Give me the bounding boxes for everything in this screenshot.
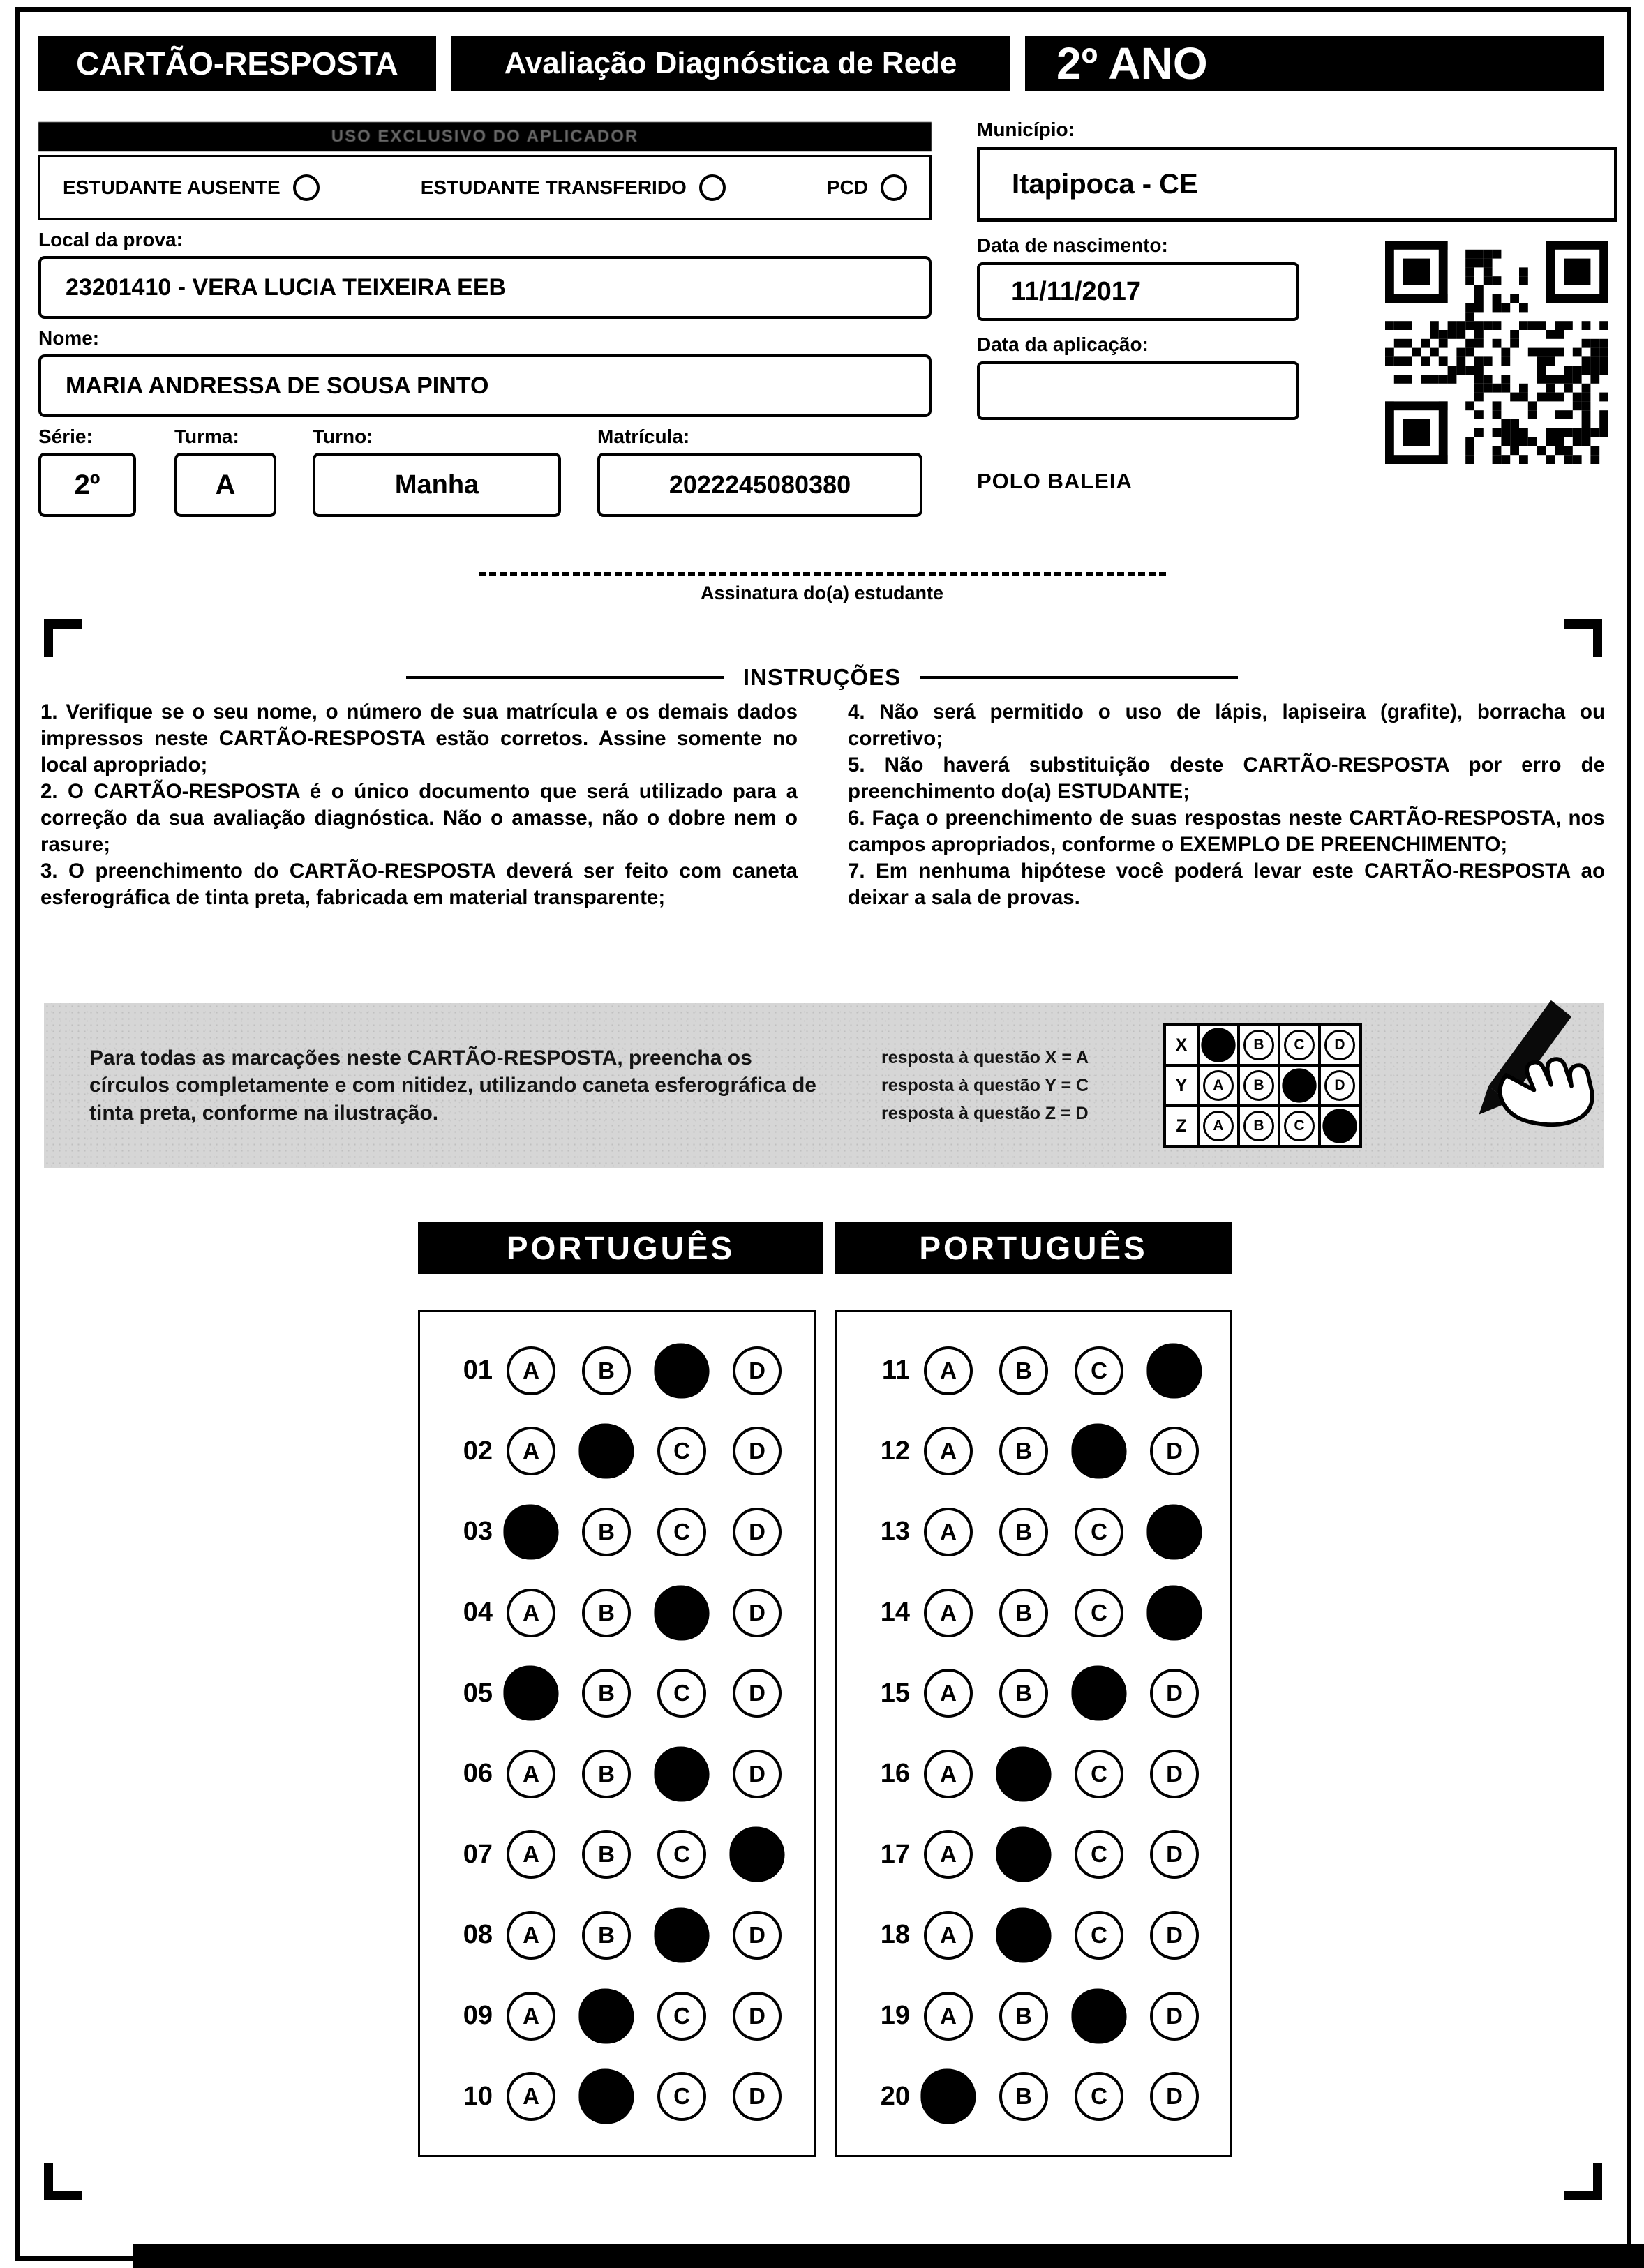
rule-left [406, 676, 724, 679]
answer-bubble-d[interactable]: D [733, 1427, 782, 1475]
question-row [865, 1830, 1230, 1879]
answer-bubble-a[interactable]: A [924, 1508, 973, 1556]
applicator-option-circle[interactable] [293, 174, 320, 201]
answer-bubble-c[interactable] [1071, 1666, 1126, 1721]
corner-mark-bottom-right [1564, 2163, 1602, 2200]
example-bubble-cell [1198, 1065, 1239, 1106]
answer-bubble-b[interactable]: B [582, 1589, 631, 1637]
matricula-label: Matrícula: [597, 426, 690, 447]
example-bubble-cell [1198, 1106, 1239, 1146]
example-bubble-b[interactable]: B [1243, 1030, 1274, 1060]
question-number: 15 [880, 1678, 910, 1708]
answer-bubble-d[interactable]: D [1150, 1427, 1199, 1475]
example-bubble-c[interactable] [1282, 1068, 1316, 1102]
answer-bubble-a[interactable]: A [924, 1830, 973, 1879]
answer-bubble-b[interactable] [996, 1827, 1051, 1882]
bottom-scan-bar [133, 2244, 1644, 2268]
instruction-item: 7. Em nenhuma hipótese você poderá levar este CARTÃO-RESPOSTA ao deixar a sala de provas. [848, 859, 1605, 910]
nome-label: Nome: [38, 327, 100, 349]
answer-bubble-b[interactable]: B [999, 1508, 1048, 1556]
local-prova-value: 23201410 - VERA LUCIA TEIXEIRA EEB [38, 256, 932, 319]
question-row [865, 1589, 1230, 1637]
example-row-label: Y [1165, 1065, 1198, 1106]
answer-bubble-d[interactable]: D [733, 1750, 782, 1798]
answer-grid [835, 1310, 1232, 2157]
answer-bubble-a[interactable]: A [924, 1427, 973, 1475]
example-answer-line: resposta à questão Z = D [881, 1104, 1089, 1123]
answer-bubble-a[interactable]: A [924, 1669, 973, 1718]
example-bubble-cell [1320, 1065, 1360, 1106]
example-grid-row [1165, 1065, 1360, 1106]
rule-right [920, 676, 1238, 679]
answer-bubble-b[interactable]: B [999, 1346, 1048, 1395]
example-bubble-cell [1279, 1065, 1320, 1106]
subject-header: PORTUGUÊS [835, 1222, 1232, 1274]
question-number: 10 [463, 2081, 493, 2111]
applicator-option-circle[interactable] [699, 174, 726, 201]
answer-bubble-b[interactable] [996, 1907, 1051, 1962]
question-row [448, 1830, 814, 1879]
applicator-options-row [38, 155, 932, 220]
applicator-option-label: ESTUDANTE AUSENTE [63, 177, 281, 198]
answer-bubble-b[interactable]: B [999, 1589, 1048, 1637]
corner-mark-bottom-left [44, 2163, 82, 2200]
answer-bubble-c[interactable]: C [657, 2072, 706, 2121]
answer-bubble-a[interactable]: A [507, 1992, 555, 2041]
answer-bubble-a[interactable] [920, 2069, 976, 2124]
instructions-right-column [848, 699, 1605, 911]
question-number: 06 [463, 1759, 493, 1789]
answer-bubble-c[interactable]: C [1075, 1346, 1123, 1395]
question-row [448, 1427, 814, 1475]
answer-bubble-d[interactable]: D [1150, 1911, 1199, 1960]
instructions-header [0, 664, 1644, 691]
answer-bubble-b[interactable]: B [999, 1992, 1048, 2041]
example-bubble-c[interactable]: C [1284, 1030, 1315, 1060]
polo-label: POLO BALEIA [977, 469, 1133, 493]
example-bubble-cell [1239, 1106, 1279, 1146]
answer-bubble-d[interactable]: D [733, 1346, 782, 1395]
question-row [865, 1669, 1230, 1718]
answer-bubble-a[interactable]: A [507, 1750, 555, 1798]
question-number: 07 [463, 1839, 493, 1869]
answer-bubble-c[interactable] [654, 1343, 709, 1398]
serie-label: Série: [38, 426, 93, 447]
answer-bubble-d[interactable]: D [1150, 1669, 1199, 1718]
answer-bubble-a[interactable]: A [507, 1589, 555, 1637]
applicator-option [421, 174, 726, 201]
example-bubble-cell [1320, 1106, 1360, 1146]
answer-bubble-c[interactable]: C [657, 1830, 706, 1879]
applicator-option-label: ESTUDANTE TRANSFERIDO [420, 177, 687, 198]
example-bubble-c[interactable]: C [1284, 1111, 1315, 1141]
instruction-item: 4. Não será permitido o uso de lápis, lapiseira (grafite), borracha ou corretivo; [848, 700, 1605, 751]
card-title: CARTÃO-RESPOSTA [38, 36, 436, 91]
question-row [865, 1992, 1230, 2041]
signature-line[interactable] [479, 572, 1166, 576]
answer-bubble-c[interactable]: C [1075, 1589, 1123, 1637]
example-row-label: X [1165, 1025, 1198, 1065]
question-row [865, 2072, 1230, 2121]
answer-bubble-a[interactable]: A [507, 2072, 555, 2121]
answer-bubble-d[interactable]: D [1150, 2072, 1199, 2121]
answer-bubble-a[interactable]: A [507, 1911, 555, 1960]
answer-bubble-a[interactable] [503, 1504, 558, 1559]
question-number: 05 [463, 1678, 493, 1708]
question-number: 03 [463, 1517, 493, 1547]
answer-bubble-b[interactable]: B [582, 1669, 631, 1718]
signature-label: Assinatura do(a) estudante [700, 583, 944, 603]
answer-bubble-b[interactable]: B [999, 1427, 1048, 1475]
answer-bubble-c[interactable] [1071, 1424, 1126, 1479]
example-bubble-cell [1279, 1106, 1320, 1146]
question-row [865, 1750, 1230, 1798]
example-row-label: Z [1165, 1106, 1198, 1146]
answer-bubble-b[interactable] [996, 1746, 1051, 1801]
answer-bubble-b[interactable]: B [582, 1508, 631, 1556]
question-number: 17 [880, 1839, 910, 1869]
answer-grids [418, 1310, 1232, 2157]
answer-bubble-a[interactable]: A [924, 1750, 973, 1798]
instruction-item: 6. Faça o preenchimento de suas respostas neste CARTÃO-RESPOSTA, nos campos apropriados, conforme o EXEMPLO DE PREENCHIMENTO; [848, 806, 1605, 857]
turma-value: A [174, 453, 276, 517]
answer-bubble-b[interactable] [578, 1424, 634, 1479]
aplicacao-label: Data da aplicação: [977, 333, 1149, 355]
instructions-body [40, 699, 1605, 911]
example-bubble-a[interactable]: A [1203, 1111, 1234, 1141]
question-row [865, 1911, 1230, 1960]
answer-bubble-b[interactable]: B [582, 1830, 631, 1879]
answer-bubble-d[interactable]: D [1150, 1992, 1199, 2041]
question-number: 16 [880, 1759, 910, 1789]
applicator-option-circle[interactable] [881, 174, 907, 201]
turma-label: Turma: [174, 426, 239, 447]
answer-bubble-c[interactable]: C [1075, 1508, 1123, 1556]
question-number: 01 [463, 1355, 493, 1385]
applicator-option [827, 174, 907, 201]
question-number: 11 [881, 1355, 910, 1385]
example-grid-row [1165, 1025, 1360, 1065]
question-row [448, 1508, 814, 1556]
answer-bubble-b[interactable]: B [582, 1750, 631, 1798]
applicator-only-bar: USO EXCLUSIVO DO APLICADOR [38, 122, 932, 151]
answer-bubble-b[interactable]: B [999, 2072, 1048, 2121]
applicator-option [63, 174, 320, 201]
question-row [448, 1911, 814, 1960]
answer-bubble-a[interactable]: A [507, 1346, 555, 1395]
answer-bubble-c[interactable]: C [1075, 1830, 1123, 1879]
turno-field [313, 426, 561, 517]
answer-bubble-c[interactable]: C [657, 1669, 706, 1718]
question-row [448, 1750, 814, 1798]
answer-bubble-c[interactable]: C [657, 1992, 706, 2041]
example-bubble-b[interactable]: B [1243, 1070, 1274, 1101]
nascimento-value: 11/11/2017 [977, 262, 1299, 321]
answer-bubble-d[interactable]: D [1150, 1750, 1199, 1798]
question-number: 13 [880, 1517, 910, 1547]
answer-bubble-a[interactable]: A [924, 1992, 973, 2041]
answer-bubble-c[interactable] [1071, 1988, 1126, 2043]
question-row [448, 1346, 814, 1395]
instruction-item: 2. O CARTÃO-RESPOSTA é o único documento que será utilizado para a correção da sua avaliação diagnóstica. Não o amasse, não o dobre nem o rasure; [40, 780, 798, 857]
subject-header: PORTUGUÊS [418, 1222, 823, 1274]
instruction-item: 1. Verifique se o seu nome, o número de sua matrícula e os demais dados impressos neste CARTÃO-RESPOSTA estão corretos. Assine somente no local apropriado; [40, 700, 798, 777]
example-bubble-a[interactable] [1201, 1028, 1235, 1062]
question-number: 02 [463, 1436, 493, 1466]
answer-bubble-b[interactable] [578, 2069, 634, 2124]
question-number: 19 [880, 2001, 910, 2031]
matricula-field [597, 426, 922, 517]
answer-bubble-a[interactable]: A [924, 1346, 973, 1395]
applicator-option-label: PCD [826, 177, 868, 198]
turma-field [174, 426, 276, 517]
example-bubble-d[interactable]: D [1324, 1030, 1355, 1060]
question-row [865, 1427, 1230, 1475]
question-row [448, 1669, 814, 1718]
answer-bubble-c[interactable] [654, 1585, 709, 1640]
example-grid [1163, 1023, 1362, 1148]
answer-bubble-c[interactable]: C [1075, 1750, 1123, 1798]
nome-value: MARIA ANDRESSA DE SOUSA PINTO [38, 354, 932, 417]
answer-bubble-b[interactable]: B [999, 1669, 1048, 1718]
answer-bubble-c[interactable]: C [1075, 1911, 1123, 1960]
answer-bubble-d[interactable]: D [733, 1589, 782, 1637]
answer-grid [418, 1310, 816, 2157]
subject-headers [418, 1222, 1232, 1274]
question-number: 09 [463, 2001, 493, 2031]
question-row [865, 1508, 1230, 1556]
answer-bubble-c[interactable] [654, 1907, 709, 1962]
question-number: 12 [880, 1436, 910, 1466]
example-grid-row [1165, 1106, 1360, 1146]
question-row [448, 1992, 814, 2041]
municipio-label: Município: [977, 119, 1075, 140]
example-answer-line: resposta à questão X = A [881, 1048, 1089, 1067]
instruction-item: 5. Não haverá substituição deste CARTÃO-RESPOSTA por erro de preenchimento do(a) ESTUDANTE; [848, 753, 1605, 804]
serie-field [38, 426, 136, 517]
example-bubble-cell [1239, 1065, 1279, 1106]
example-bubble-cell [1198, 1025, 1239, 1065]
answer-bubble-d[interactable]: D [733, 1992, 782, 2041]
question-row [448, 2072, 814, 2121]
example-bubble-cell [1279, 1025, 1320, 1065]
answer-bubble-d[interactable]: D [733, 1669, 782, 1718]
question-number: 08 [463, 1920, 493, 1950]
example-bubble-cell [1239, 1025, 1279, 1065]
municipio-value: Itapipoca - CE [977, 147, 1617, 222]
example-answer-key [881, 1044, 1157, 1127]
question-number: 04 [463, 1598, 493, 1628]
matricula-value: 2022245080380 [597, 453, 922, 517]
instruction-item: 3. O preenchimento do CARTÃO-RESPOSTA deverá ser feito com caneta esferográfica de tinta preta, fabricada em material transparente; [40, 859, 798, 910]
small-fields-row [38, 426, 932, 517]
question-row [448, 1589, 814, 1637]
answer-bubble-b[interactable]: B [582, 1911, 631, 1960]
assessment-title: Avaliação Diagnóstica de Rede [451, 36, 1010, 91]
answer-bubble-d[interactable]: D [733, 2072, 782, 2121]
answer-bubble-d[interactable] [1146, 1343, 1202, 1398]
qr-code [1385, 241, 1608, 464]
question-number: 14 [880, 1598, 910, 1628]
local-prova-label: Local da prova: [38, 229, 183, 250]
nascimento-label: Data de nascimento: [977, 234, 1168, 256]
answer-bubble-a[interactable]: A [507, 1427, 555, 1475]
answer-bubble-d[interactable] [1146, 1504, 1202, 1559]
answer-bubble-d[interactable] [1146, 1585, 1202, 1640]
answer-bubble-d[interactable]: D [1150, 1830, 1199, 1879]
example-bubble-a[interactable]: A [1203, 1070, 1234, 1101]
answer-bubble-a[interactable]: A [507, 1830, 555, 1879]
corner-mark-top-left [44, 619, 82, 657]
answer-bubble-c[interactable]: C [1075, 2072, 1123, 2121]
question-number: 18 [880, 1920, 910, 1950]
answer-bubble-a[interactable]: A [924, 1911, 973, 1960]
answers-section [418, 1222, 1232, 2157]
hand-pen-illustration [1464, 993, 1600, 1161]
example-bubble-cell [1320, 1025, 1360, 1065]
example-text: Para todas as marcações neste CARTÃO-RESPOSTA, preencha os círculos completamente e com nitidez, utilizando caneta esferográfica de tinta preta, conforme na ilustração. [89, 1046, 816, 1125]
instructions-title: INSTRUÇÕES [742, 664, 902, 690]
answer-bubble-b[interactable] [578, 1988, 634, 2043]
answer-bubble-a[interactable]: A [924, 1589, 973, 1637]
fill-example-strip [44, 1003, 1604, 1168]
example-bubble-b[interactable]: B [1243, 1111, 1274, 1141]
grade-badge: 2º ANO [1025, 36, 1604, 91]
example-bubble-d[interactable] [1322, 1109, 1357, 1143]
serie-value: 2º [38, 453, 136, 517]
question-number: 20 [880, 2081, 910, 2111]
corner-mark-top-right [1564, 619, 1602, 657]
turno-value: Manha [313, 453, 561, 517]
answer-bubble-c[interactable]: C [657, 1427, 706, 1475]
answer-bubble-c[interactable] [654, 1746, 709, 1801]
signature-block [0, 572, 1644, 604]
answer-bubble-a[interactable] [503, 1666, 558, 1721]
answer-bubble-b[interactable]: B [582, 1346, 631, 1395]
example-bubble-d[interactable]: D [1324, 1070, 1355, 1101]
example-answer-line: resposta à questão Y = C [881, 1076, 1089, 1095]
answer-bubble-d[interactable]: D [733, 1508, 782, 1556]
answer-bubble-d[interactable]: D [733, 1911, 782, 1960]
instructions-left-column [40, 699, 798, 911]
header [38, 36, 1604, 91]
question-row [865, 1346, 1230, 1395]
answer-bubble-d[interactable] [729, 1827, 784, 1882]
answer-bubble-c[interactable]: C [657, 1508, 706, 1556]
student-fields [38, 122, 932, 517]
aplicacao-value[interactable] [977, 361, 1299, 420]
turno-label: Turno: [313, 426, 373, 447]
